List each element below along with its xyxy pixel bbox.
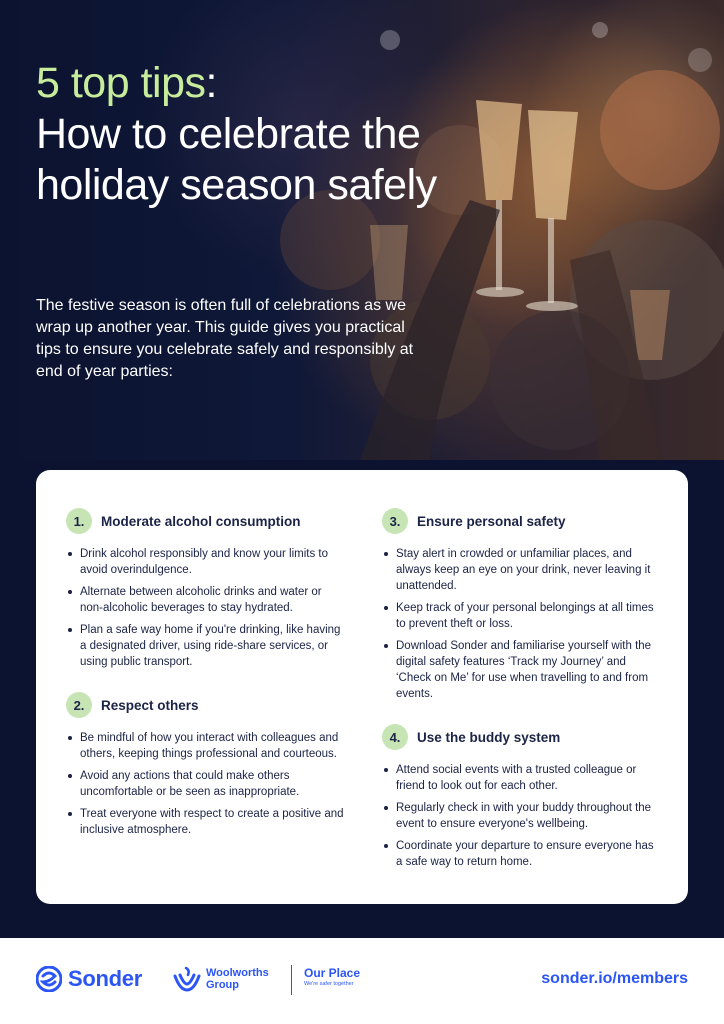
- tip-item: Avoid any actions that could make others uncomfortable or be seen as inappropriate.: [66, 768, 346, 800]
- tip-heading: [382, 508, 662, 534]
- intro-paragraph: The festive season is often full of celebrations as we wrap up another year. This guide gives you practical tips to ensure you celebrate safely and responsibly at end of year parties:: [36, 297, 414, 380]
- tip-heading: [382, 724, 662, 750]
- woolworths-line1: Woolworths: [206, 967, 269, 979]
- headline-rest: How to celebrate the holiday season safely: [36, 110, 437, 209]
- tip-title: Respect others: [101, 697, 199, 713]
- tip-number-badge: 1.: [66, 508, 92, 534]
- tip-item: Keep track of your personal belongings at all times to prevent theft or loss.: [382, 600, 662, 632]
- our-place-logo: [304, 967, 360, 988]
- footer: [0, 938, 724, 1024]
- tip-number-badge: 4.: [382, 724, 408, 750]
- tip-item: Be mindful of how you interact with colleagues and others, keeping things professional and courteous.: [66, 730, 346, 762]
- tip-item: Alternate between alcoholic drinks and water or non-alcoholic beverages to stay hydrated.: [66, 584, 346, 616]
- tip-item: Coordinate your departure to ensure everyone has a safe way to return home.: [382, 838, 662, 870]
- tip-section: [66, 692, 346, 838]
- tip-title: Moderate alcohol consumption: [101, 513, 301, 529]
- our-place-tagline: We're safer together: [304, 981, 354, 987]
- tip-heading: [66, 692, 346, 718]
- woolworths-line2: Group: [206, 979, 239, 991]
- logo-divider: [291, 965, 292, 995]
- tip-item: Stay alert in crowded or unfamiliar places, and always keep an eye on your drink, never leaving it unattended.: [382, 546, 662, 594]
- tip-title: Ensure personal safety: [417, 513, 566, 529]
- hero-banner: [0, 0, 724, 460]
- tip-item: Attend social events with a trusted colleague or friend to look out for each other.: [382, 762, 662, 794]
- page-title: [36, 58, 456, 211]
- woolworths-logo: [172, 964, 269, 994]
- members-link[interactable]: sonder.io/members: [541, 970, 688, 987]
- tip-list: [66, 546, 346, 670]
- tip-number-badge: 3.: [382, 508, 408, 534]
- tip-list: [382, 762, 662, 870]
- tip-number-badge: 2.: [66, 692, 92, 718]
- woolworths-logo-icon: [172, 964, 202, 994]
- tip-section: [66, 508, 346, 670]
- tips-column-right: [382, 508, 662, 892]
- tip-item: Plan a safe way home if you're drinking, like having a designated driver, using ride-share services, or using public transport.: [66, 622, 346, 670]
- woolworths-wordmark: [206, 967, 269, 991]
- tips-card: [36, 470, 688, 904]
- tip-section: [382, 508, 662, 702]
- tip-heading: [66, 508, 346, 534]
- tip-section: [382, 724, 662, 870]
- headline-colon: :: [205, 59, 217, 107]
- tip-list: [66, 730, 346, 838]
- tip-item: Download Sonder and familiarise yourself with the digital safety features ‘Track my Journey’ and ‘Check on Me’ for use when travelling to and from events.: [382, 638, 662, 702]
- our-place-title: Our Place: [304, 966, 361, 980]
- sonder-wordmark: Sonder: [68, 966, 142, 991]
- tip-item: Regularly check in with your buddy throughout the event to ensure everyone's wellbeing.: [382, 800, 662, 832]
- tip-item: Drink alcohol responsibly and know your limits to avoid overindulgence.: [66, 546, 346, 578]
- tip-title: Use the buddy system: [417, 729, 561, 745]
- headline-accent: 5 top tips: [36, 59, 206, 107]
- tip-item: Treat everyone with respect to create a positive and inclusive atmosphere.: [66, 806, 346, 838]
- tip-list: [382, 546, 662, 702]
- sonder-logo[interactable]: [36, 966, 142, 992]
- tips-column-left: [66, 508, 346, 860]
- sonder-logo-icon: [36, 966, 62, 992]
